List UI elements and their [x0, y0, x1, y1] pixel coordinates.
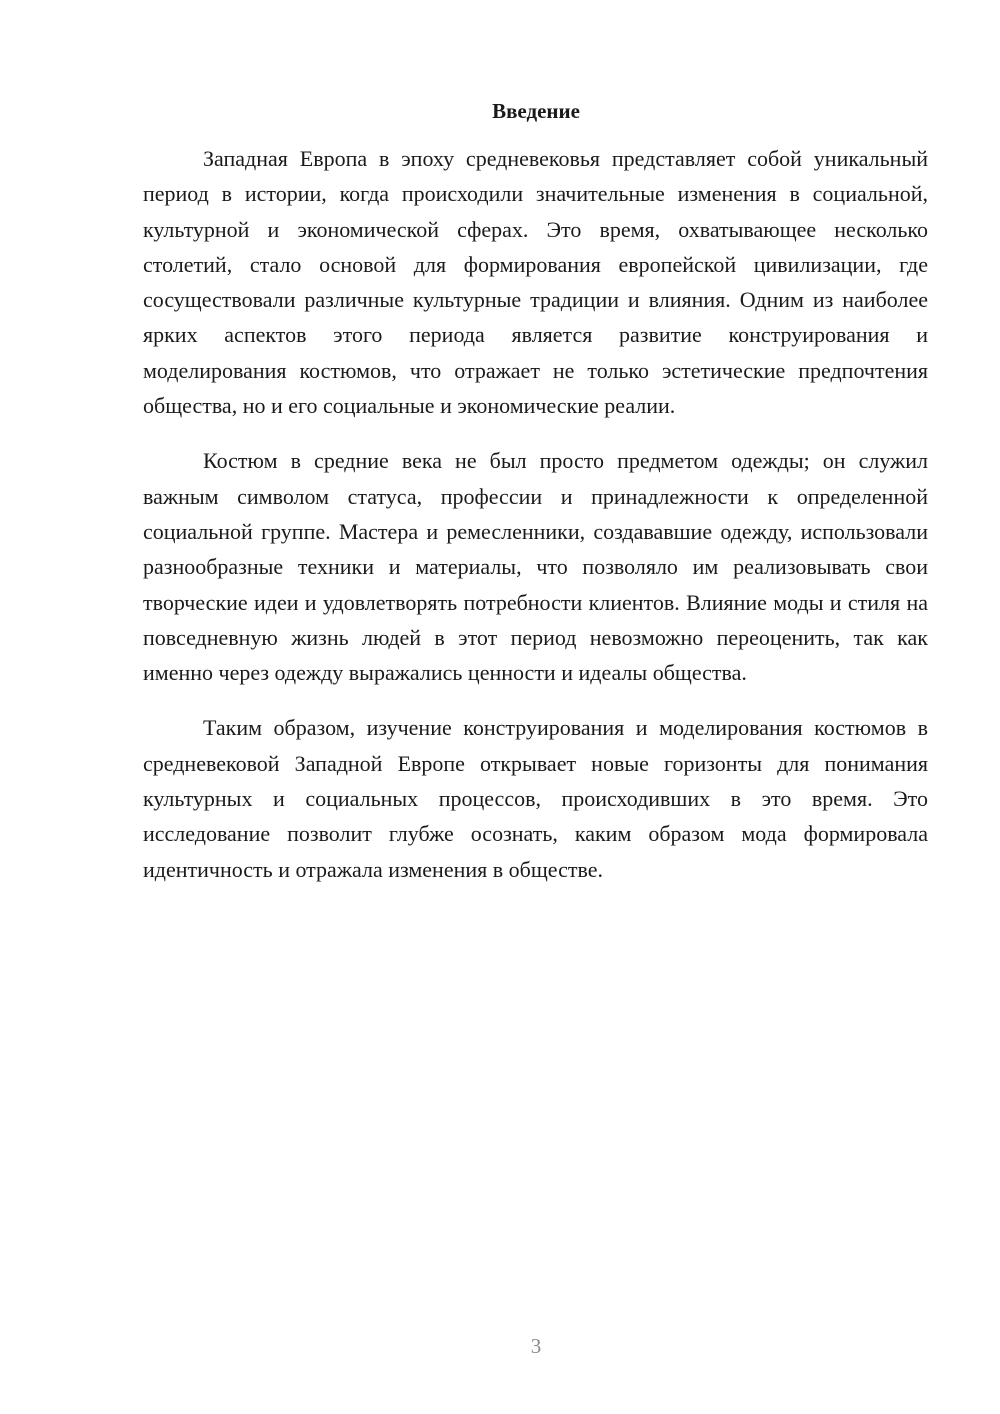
body-text — [143, 141, 928, 907]
paragraph-3: Таким образом, изучение конструирования и моделирования костюмов в средневековой Западной Европе открывает новые горизонты для понимания культурных и социальных процессов, происходивших в это время. Это исследование позволит глубже осознать, каким образом мода формировала идентичность и отражала изменения в обществе. — [143, 715, 928, 882]
paragraph-2: Костюм в средние века не был просто предметом одежды; он служил важным символом статуса, профессии и принадлежности к определенной социальной группе. Мастера и ремесленники, создававшие одежду, использовали разнообразные техники и материалы, что позволяло им реализовывать свои творческие идеи и удовлетворять потребности клиентов. Влияние моды и стиля на повседневную жизнь людей в этот период невозможно переоценить, так как именно через одежду выражались ценности и идеалы общества. — [143, 448, 928, 686]
section-heading: Введение — [492, 99, 580, 123]
paragraph-1: Западная Европа в эпоху средневековья представляет собой уникальный период в истории, когда происходили значительные изменения в социальной, культурной и экономической сферах. Это время, охватывающее несколько столетий, стало основой для формирования европейской цивилизации, где сосуществовали различные культурные традиции и влияния. Одним из наиболее ярких аспектов этого периода является развитие конструирования и моделирования костюмов, что отражает не только эстетические предпочтения общества, но и его социальные и экономические реалии. — [143, 146, 928, 419]
page-number: 3 — [530, 1334, 542, 1358]
